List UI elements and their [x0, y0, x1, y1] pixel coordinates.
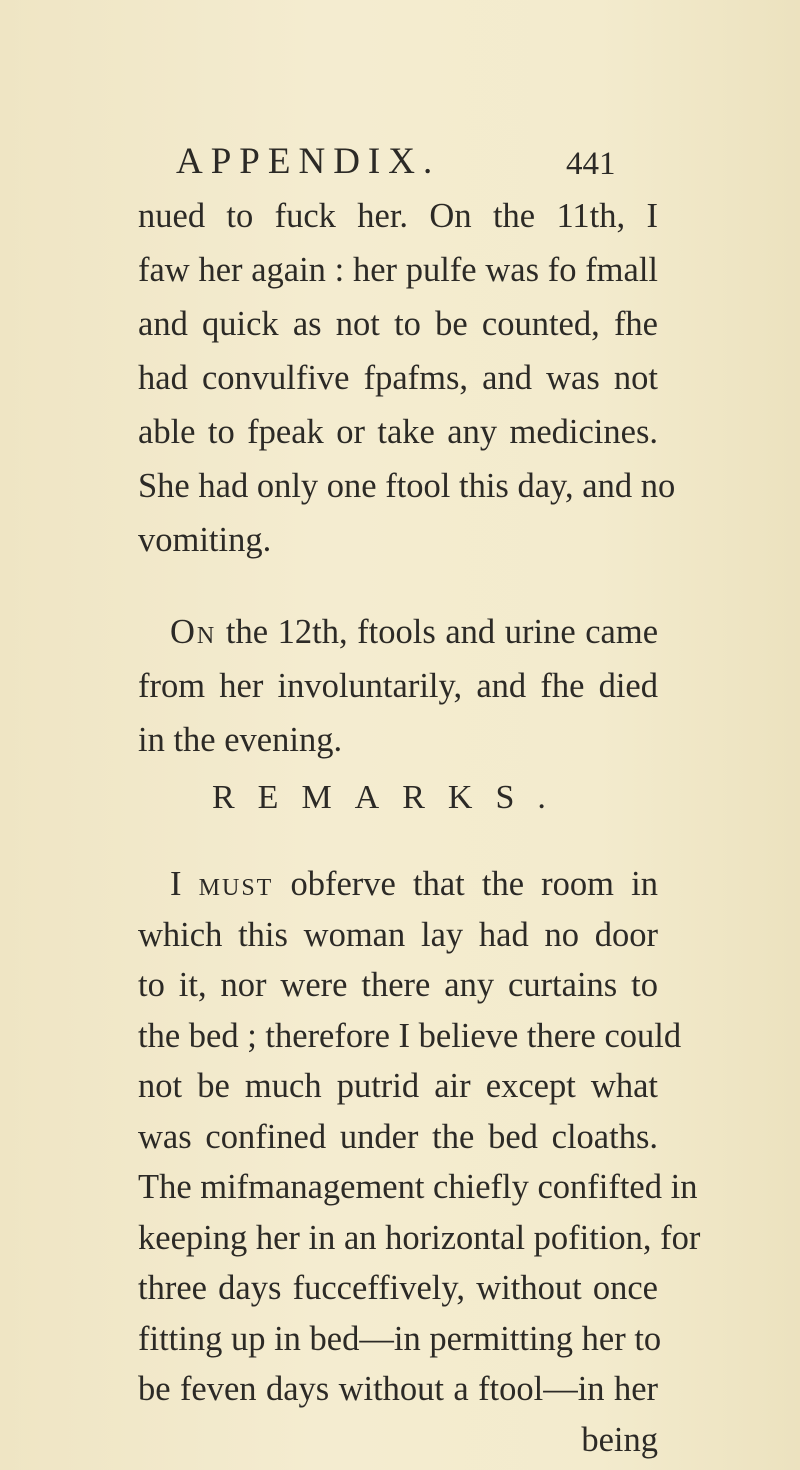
text-line: not be much putrid air except what [138, 1067, 658, 1105]
section-heading: REMARKS. [212, 779, 569, 816]
text-line: keeping her in an horizontal pofition, for [138, 1218, 701, 1257]
lead-smallcaps: must [198, 865, 274, 903]
text-line: from her involuntarily, and fhe died [138, 667, 658, 705]
text-line: in the evening. [138, 721, 343, 759]
page-number: 441 [566, 146, 616, 182]
text-line: to it, nor were there any curtains to [138, 966, 658, 1004]
catchword: being [581, 1420, 658, 1459]
text-line: and quick as not to be counted, fhe [138, 305, 658, 343]
text-line: fitting up in bed—in permitting her to [138, 1319, 662, 1358]
text-line: The mifmanagement chiefly confifted in [138, 1168, 698, 1206]
text-line: vomiting. [138, 521, 272, 559]
text-line: faw her again : her pulfe was fo fmall [138, 251, 658, 289]
text-line: was confined under the bed cloaths. [138, 1117, 658, 1156]
text-line: three days fucceffively, without once [138, 1269, 658, 1307]
text-line: be feven days without a ftool—in her [138, 1370, 658, 1408]
paragraph-first-line [170, 610, 658, 654]
text-line: able to fpeak or take any medicines. [138, 413, 658, 451]
text-line: She had only one ftool this day, and no [138, 467, 676, 505]
running-head: APPENDIX. [176, 141, 441, 182]
page-header [176, 140, 636, 184]
paragraph-first-line [170, 862, 658, 906]
paragraph-lead-word: On [170, 613, 217, 651]
first-line-rest: the 12th, ftools and urine came [225, 613, 659, 651]
text-line: the bed ; therefore I believe there could [138, 1016, 682, 1055]
lead-capital: I [170, 865, 182, 903]
text-line: which this woman lay had no door [138, 915, 658, 954]
text-line: had convulfive fpafms, and was not [138, 359, 658, 397]
text-line: nued to fuck her. On the 11th, I [138, 197, 658, 235]
first-line-rest: obferve that the room in [290, 865, 658, 903]
